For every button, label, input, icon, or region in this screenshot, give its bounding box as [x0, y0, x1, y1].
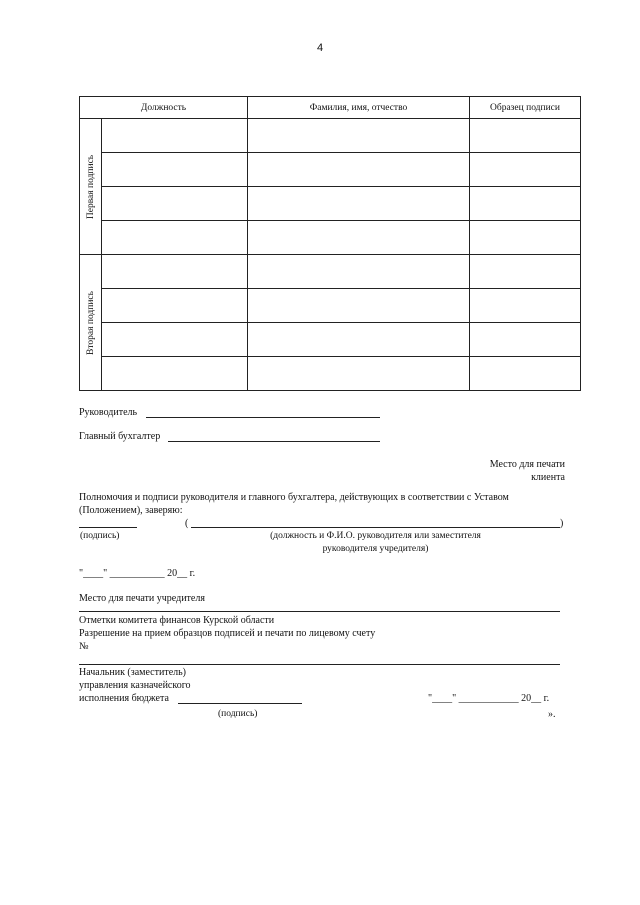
- closing-quote: ».: [548, 709, 556, 720]
- head-label: Руководитель: [79, 407, 138, 418]
- signature-cell[interactable]: [470, 187, 581, 221]
- table-row: [80, 357, 581, 391]
- head-signature-line[interactable]: [146, 417, 380, 418]
- table-row: [80, 221, 581, 255]
- table-row: [80, 255, 581, 289]
- committee-line1: Отметки комитета финансов Курской области: [79, 615, 275, 626]
- close-paren: ): [560, 518, 564, 529]
- signature-cell[interactable]: [470, 289, 581, 323]
- full-name-cell[interactable]: [248, 323, 470, 357]
- position-cell[interactable]: [102, 289, 248, 323]
- full-name-cell[interactable]: [248, 221, 470, 255]
- full-name-cell[interactable]: [248, 187, 470, 221]
- full-name-cell[interactable]: [248, 153, 470, 187]
- group-second-signature: [80, 255, 102, 391]
- committee-number-sign: №: [79, 641, 89, 652]
- chief-accountant-signature-line[interactable]: [168, 441, 380, 442]
- header-signature-sample: Образец подписи: [470, 97, 581, 119]
- position-cell[interactable]: [102, 153, 248, 187]
- table-row: [80, 187, 581, 221]
- position-cell[interactable]: [102, 255, 248, 289]
- signature-cell[interactable]: [470, 221, 581, 255]
- position-cell[interactable]: [102, 357, 248, 391]
- signature-cell[interactable]: [470, 255, 581, 289]
- table-row: [80, 289, 581, 323]
- position-cell[interactable]: [102, 323, 248, 357]
- head-office-signature-caption: (подпись): [218, 709, 258, 719]
- full-name-cell[interactable]: [248, 119, 470, 153]
- second-signature-label: Вторая подпись: [85, 290, 96, 355]
- position-caption-line1: (должность и Ф.И.О. руководителя или заместителя: [270, 531, 481, 541]
- position-cell[interactable]: [102, 187, 248, 221]
- position-caption-line2: руководителя учредителя): [322, 544, 429, 554]
- group-first-signature: [80, 119, 102, 255]
- header-position: Должность: [80, 97, 248, 119]
- certification-line1: Полномочия и подписи руководителя и главного бухгалтера, действующих в соответствии с Уставом: [79, 492, 509, 503]
- header-full-name: Фамилия, имя, отчество: [248, 97, 470, 119]
- table-row: [80, 153, 581, 187]
- first-signature-label: Первая подпись: [85, 154, 96, 219]
- separator-line: [79, 664, 560, 665]
- head-office-signature-line[interactable]: [178, 703, 302, 704]
- head-office-line3: исполнения бюджета: [79, 693, 169, 704]
- signature-cell[interactable]: [470, 153, 581, 187]
- certification-date[interactable]: "____" ___________ 20__ г.: [79, 568, 196, 579]
- full-name-cell[interactable]: [248, 357, 470, 391]
- signature-cell[interactable]: [470, 357, 581, 391]
- page-number: 4: [316, 42, 324, 54]
- table-row: [80, 323, 581, 357]
- certifier-position-line[interactable]: [191, 527, 560, 528]
- client-stamp-line2: клиента: [531, 472, 565, 483]
- signature-cell[interactable]: [470, 119, 581, 153]
- position-cell[interactable]: [102, 119, 248, 153]
- full-name-cell[interactable]: [248, 289, 470, 323]
- table-row: [80, 119, 581, 153]
- head-office-line2: управления казначейского: [79, 680, 191, 691]
- signature-samples-table: [79, 96, 581, 391]
- chief-accountant-label: Главный бухгалтер: [79, 431, 161, 442]
- certification-line2: (Положением), заверяю:: [79, 505, 183, 516]
- founder-stamp-label: Место для печати учредителя: [79, 593, 205, 604]
- certifier-signature-line[interactable]: [79, 527, 137, 528]
- certifier-signature-caption: (подпись): [80, 531, 120, 541]
- client-stamp-line1: Место для печати: [489, 459, 565, 470]
- table-header-row: [80, 97, 581, 119]
- head-office-line1: Начальник (заместитель): [79, 667, 187, 678]
- full-name-cell[interactable]: [248, 255, 470, 289]
- committee-line2: Разрешение на прием образцов подписей и печати по лицевому счету: [79, 628, 376, 639]
- head-office-date[interactable]: "____" ____________ 20__ г.: [428, 693, 550, 704]
- separator-line: [79, 611, 560, 612]
- position-cell[interactable]: [102, 221, 248, 255]
- open-paren: (: [185, 518, 189, 529]
- signature-cell[interactable]: [470, 323, 581, 357]
